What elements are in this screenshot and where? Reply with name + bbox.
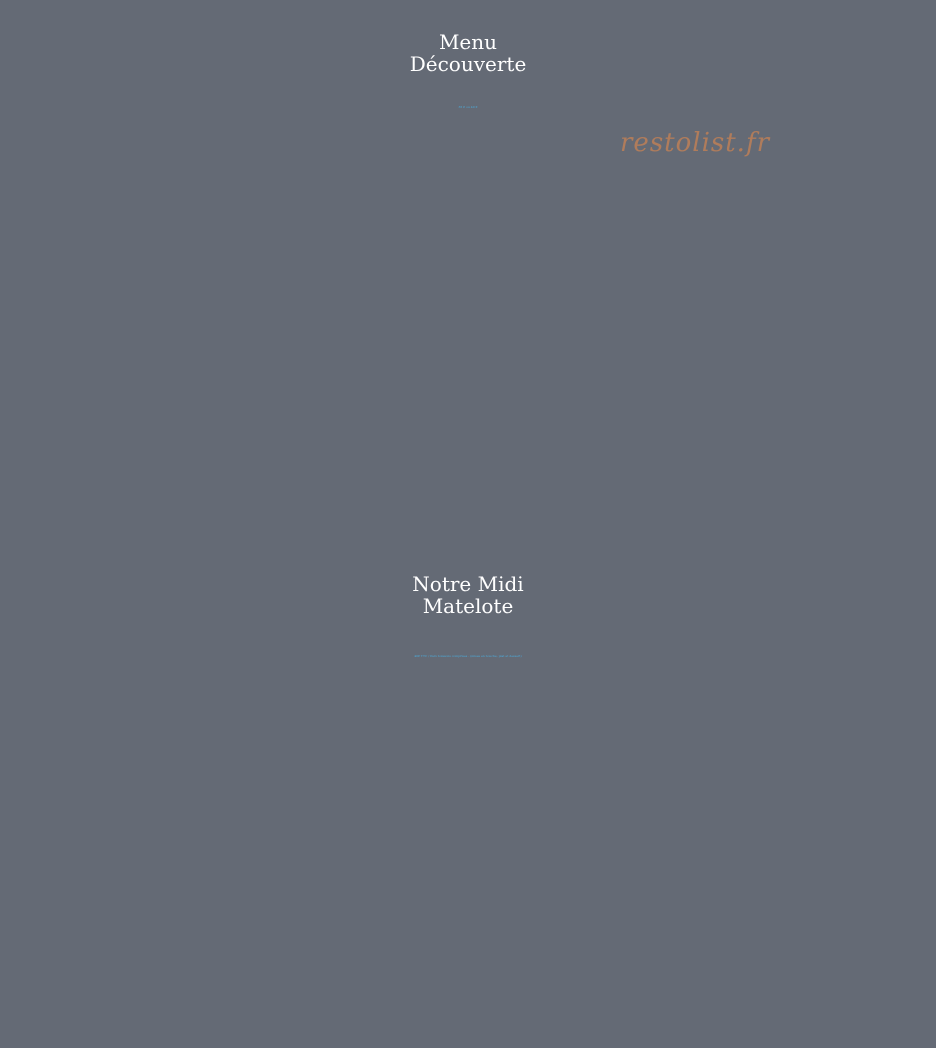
menu-line [0,794,936,812]
menu-line [0,444,936,462]
menu-line [0,282,936,300]
menu-line [0,758,936,776]
menu-line [0,686,936,704]
menu-line [0,426,936,444]
menu-line [0,192,936,210]
menu-decouverte-title [0,31,936,75]
menu-line [0,866,936,884]
menu-line [0,246,936,264]
menu-line [0,498,936,516]
midi-matelote-body [0,686,936,956]
midi-matelote-title-line1: Notre Midi [412,572,524,596]
menu-line [0,920,936,938]
menu-line [0,848,936,866]
midi-matelote-title [0,573,936,617]
menu-line [0,830,936,848]
midi-matelote-title-line2: Matelote [422,594,514,618]
menu-line [0,740,936,758]
menu-line [0,318,936,336]
midi-matelote-price: 40€ TTC / Pers boissons comprises - (mises en bouche, plat et dessert) [414,654,522,658]
menu-line [0,408,936,426]
menu-line [0,372,936,390]
menu-line [0,174,936,192]
menu-line [0,462,936,480]
menu-line [0,812,936,830]
watermark-logo: restolist.fr [620,128,770,158]
menu-line [0,210,936,228]
menu-line [0,264,936,282]
menu-decouverte-title-line2: Découverte [409,52,527,76]
menu-decouverte-price: 35 € ou 40 € [458,105,478,109]
menu-line [0,938,936,956]
menu-line [0,390,936,408]
menu-line [0,156,936,174]
menu-line [0,228,936,246]
menu-line [0,480,936,498]
menu-line [0,704,936,722]
menu-line [0,884,936,902]
menu-line [0,354,936,372]
menu-line [0,776,936,794]
menu-line [0,138,936,156]
menu-line [0,336,936,354]
menu-decouverte-body [0,138,936,516]
menu-line [0,300,936,318]
menu-line [0,902,936,920]
menu-decouverte-title-line1: Menu [438,30,498,54]
menu-line [0,722,936,740]
